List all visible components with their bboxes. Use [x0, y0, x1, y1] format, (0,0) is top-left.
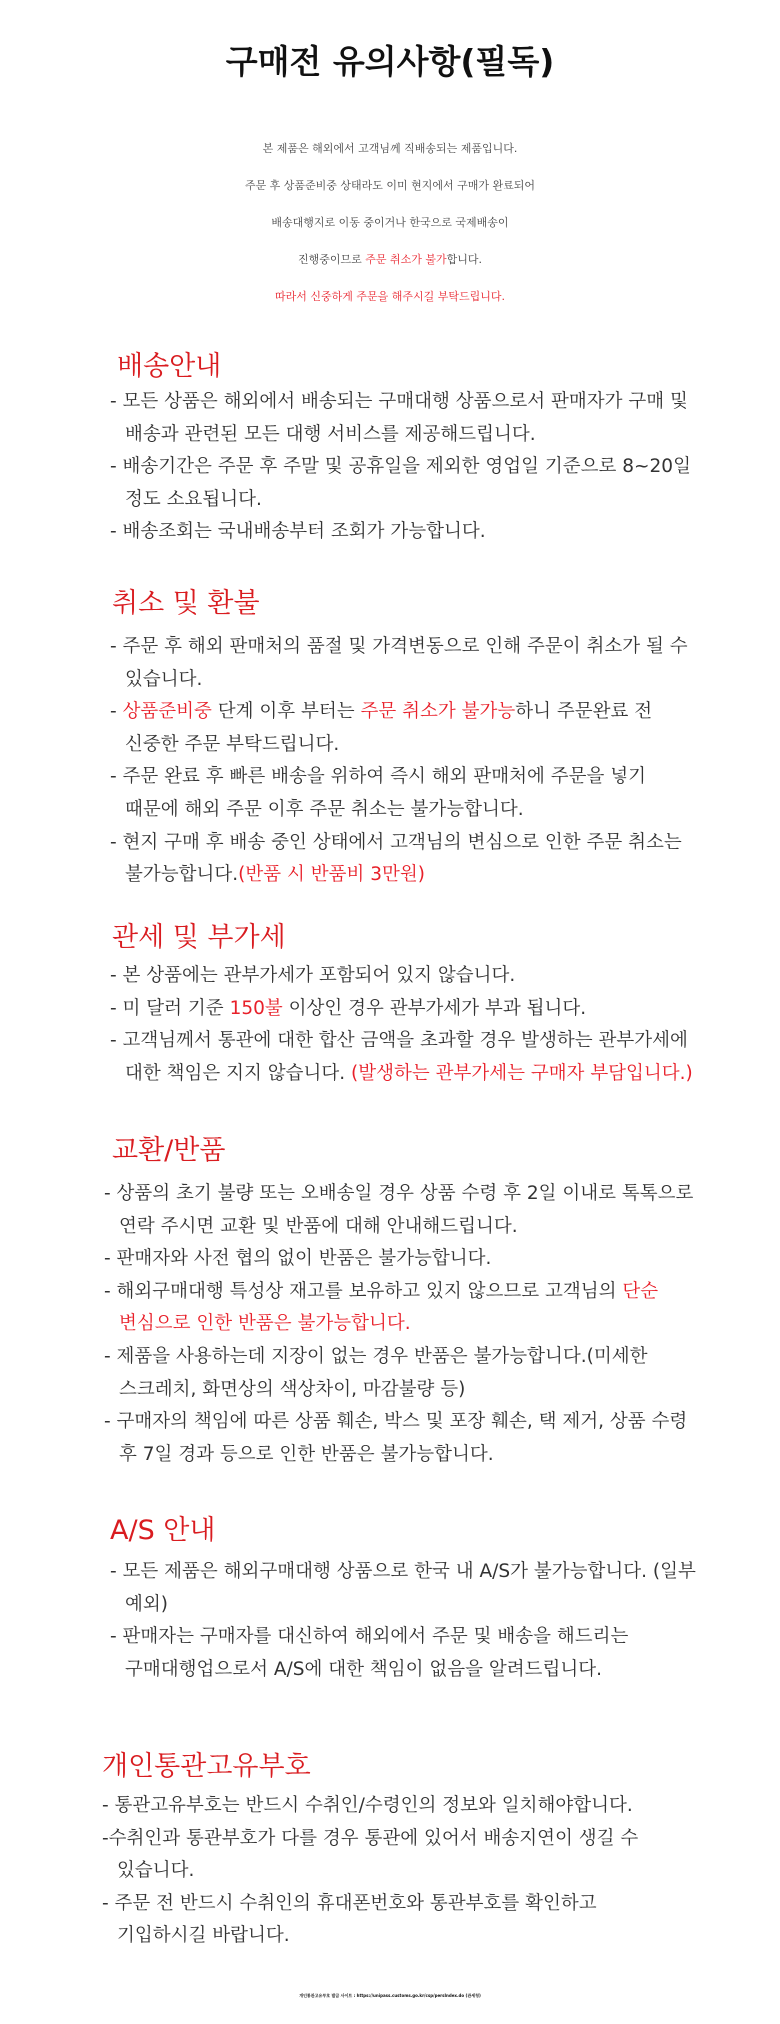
- intro-line: 본 제품은 해외에서 고객님께 직배송되는 제품입니다.: [262, 142, 518, 155]
- exchange-list: [104, 1178, 693, 1471]
- page-title: 구매전 유의사항(필독): [225, 42, 555, 81]
- list-item-cont: 후 7일 경과 등으로 인한 반품은 불가능합니다.: [119, 1443, 494, 1465]
- list-item: - 배송기간은 주문 후 주말 및 공휴일을 제외한 영업일 기준으로 8~20일: [110, 456, 691, 478]
- intro-line: 주문 후 상품준비중 상태라도 이미 현지에서 구매가 완료되어: [244, 179, 536, 192]
- list-highlight: (발생하는 관부가세는 구매자 부담입니다.): [351, 1062, 693, 1084]
- list-text: - 해외구매대행 특성상 재고를 보유하고 있지 않으므로 고객님의: [104, 1280, 623, 1302]
- list-item-cont: 신중한 주문 부탁드립니다.: [125, 733, 340, 755]
- list-item-cont-highlight: 변심으로 인한 반품은 불가능합니다.: [119, 1313, 411, 1335]
- list-item-cont: 정도 소요됩니다.: [125, 488, 262, 510]
- list-item-cont: 있습니다.: [117, 1860, 195, 1882]
- section-title-customs: 개인통관고유부호: [102, 1751, 311, 1782]
- list-item: - 배송조회는 국내배송부터 조회가 가능합니다.: [110, 521, 486, 543]
- section-title-as: A/S 안내: [110, 1515, 216, 1546]
- intro-text: 진행중이므로: [297, 253, 366, 266]
- section-title-cancel: 취소 및 환불: [112, 588, 260, 619]
- list-item: - 주문 완료 후 빠른 배송을 위하여 즉시 해외 판매처에 주문을 넣기: [110, 766, 647, 788]
- list-item: - 모든 상품은 해외에서 배송되는 구매대행 상품으로서 판매자가 구매 및: [110, 391, 688, 412]
- list-item: - 본 상품에는 관부가세가 포함되어 있지 않습니다.: [110, 965, 516, 986]
- shipping-list: [110, 386, 691, 549]
- list-item: [110, 696, 688, 729]
- list-text: 불가능합니다.: [125, 864, 239, 886]
- list-item-cont: 구매대행업으로서 A/S에 대한 책임이 없음을 알려드립니다.: [125, 1658, 602, 1680]
- list-item: - 판매자와 사전 협의 없이 반품은 불가능합니다.: [104, 1248, 492, 1270]
- list-item: - 고객님께서 통관에 대한 합산 금액을 초과할 경우 발생하는 관부가세에: [110, 1030, 688, 1052]
- intro-block: [0, 130, 780, 315]
- list-item-cont: 예외): [125, 1593, 168, 1615]
- footer-customs-link: 개인통관고유부호 발급 사이트 : https://unipass.customs.go.kr/csp/persIndex.do (관세청): [299, 1993, 481, 1998]
- list-item: - 현지 구매 후 배송 중인 상태에서 고객님의 변심으로 인한 주문 취소는: [110, 831, 682, 853]
- list-item: - 제품을 사용하는데 지장이 없는 경우 반품은 불가능합니다.(미세한: [104, 1345, 648, 1367]
- as-list: [110, 1556, 696, 1686]
- list-highlight: 150불: [229, 997, 283, 1019]
- list-item: - 모든 제품은 해외구매대행 상품으로 한국 내 A/S가 불가능합니다. (일부: [110, 1561, 696, 1582]
- list-item: -수취인과 통관부호가 다를 경우 통관에 있어서 배송지연이 생길 수: [102, 1827, 639, 1849]
- list-item-cont: 스크레치, 화면상의 색상차이, 마감불량 등): [119, 1378, 466, 1400]
- list-item: - 통관고유부호는 반드시 수취인/수령인의 정보와 일치해야합니다.: [102, 1795, 633, 1816]
- list-item: - 상품의 초기 불량 또는 오배송일 경우 상품 수령 후 2일 이내로 톡톡으로: [104, 1183, 694, 1204]
- list-text: - 미 달러 기준: [110, 997, 230, 1019]
- customs-list: [102, 1790, 638, 1953]
- list-item: - 구매자의 책임에 따른 상품 훼손, 박스 및 포장 훼손, 택 제거, 상품 수령: [104, 1411, 688, 1433]
- list-text: 이상인 경우 관부가세가 부과 됩니다.: [282, 997, 587, 1019]
- list-item-cont: 연락 주시면 교환 및 반품에 대해 안내해드립니다.: [119, 1215, 518, 1237]
- intro-warning: 따라서 신중하게 주문을 해주시길 부탁드립니다.: [274, 290, 505, 303]
- list-item: - 주문 후 해외 판매처의 품절 및 가격변동으로 인해 주문이 취소가 될 수: [110, 636, 688, 657]
- list-text: 대한 책임은 지지 않습니다.: [125, 1062, 351, 1084]
- section-title-tax: 관세 및 부가세: [112, 922, 286, 953]
- list-item-cont: [110, 1058, 693, 1091]
- intro-line: 배송대행지로 이동 중이거나 한국으로 국제배송이: [271, 216, 509, 229]
- cancel-list: [110, 631, 688, 892]
- list-item: - 판매자는 구매자를 대신하여 해외에서 주문 및 배송을 해드리는: [110, 1626, 629, 1648]
- intro-text: 합니다.: [446, 253, 482, 266]
- list-text: 단계 이후 부터는: [211, 701, 361, 723]
- list-text: 하니 주문완료 전: [515, 701, 653, 723]
- list-highlight: 주문 취소가 불가능: [360, 701, 516, 723]
- list-item-cont: 배송과 관련된 모든 대행 서비스를 제공해드립니다.: [125, 423, 536, 445]
- list-item-cont: 있습니다.: [125, 668, 203, 690]
- list-highlight: (반품 시 반품비 3만원): [238, 864, 425, 886]
- list-item: [110, 993, 693, 1026]
- list-item-cont: 기입하시길 바랍니다.: [117, 1925, 290, 1947]
- list-highlight: 상품준비중: [122, 701, 212, 723]
- list-item: - 주문 전 반드시 수취인의 휴대폰번호와 통관부호를 확인하고: [102, 1892, 597, 1914]
- list-highlight: 단순: [622, 1280, 659, 1302]
- list-text: -: [110, 701, 123, 723]
- section-title-shipping: 배송안내: [117, 351, 222, 382]
- intro-highlight: 주문 취소가 불가: [365, 253, 447, 266]
- intro-line: [0, 241, 780, 278]
- section-title-exchange: 교환/반품: [112, 1135, 226, 1166]
- tax-list: [110, 960, 693, 1090]
- list-item-cont: [110, 859, 688, 892]
- list-item: [104, 1276, 693, 1309]
- list-item-cont: 때문에 해외 주문 이후 주문 취소는 불가능합니다.: [125, 798, 524, 820]
